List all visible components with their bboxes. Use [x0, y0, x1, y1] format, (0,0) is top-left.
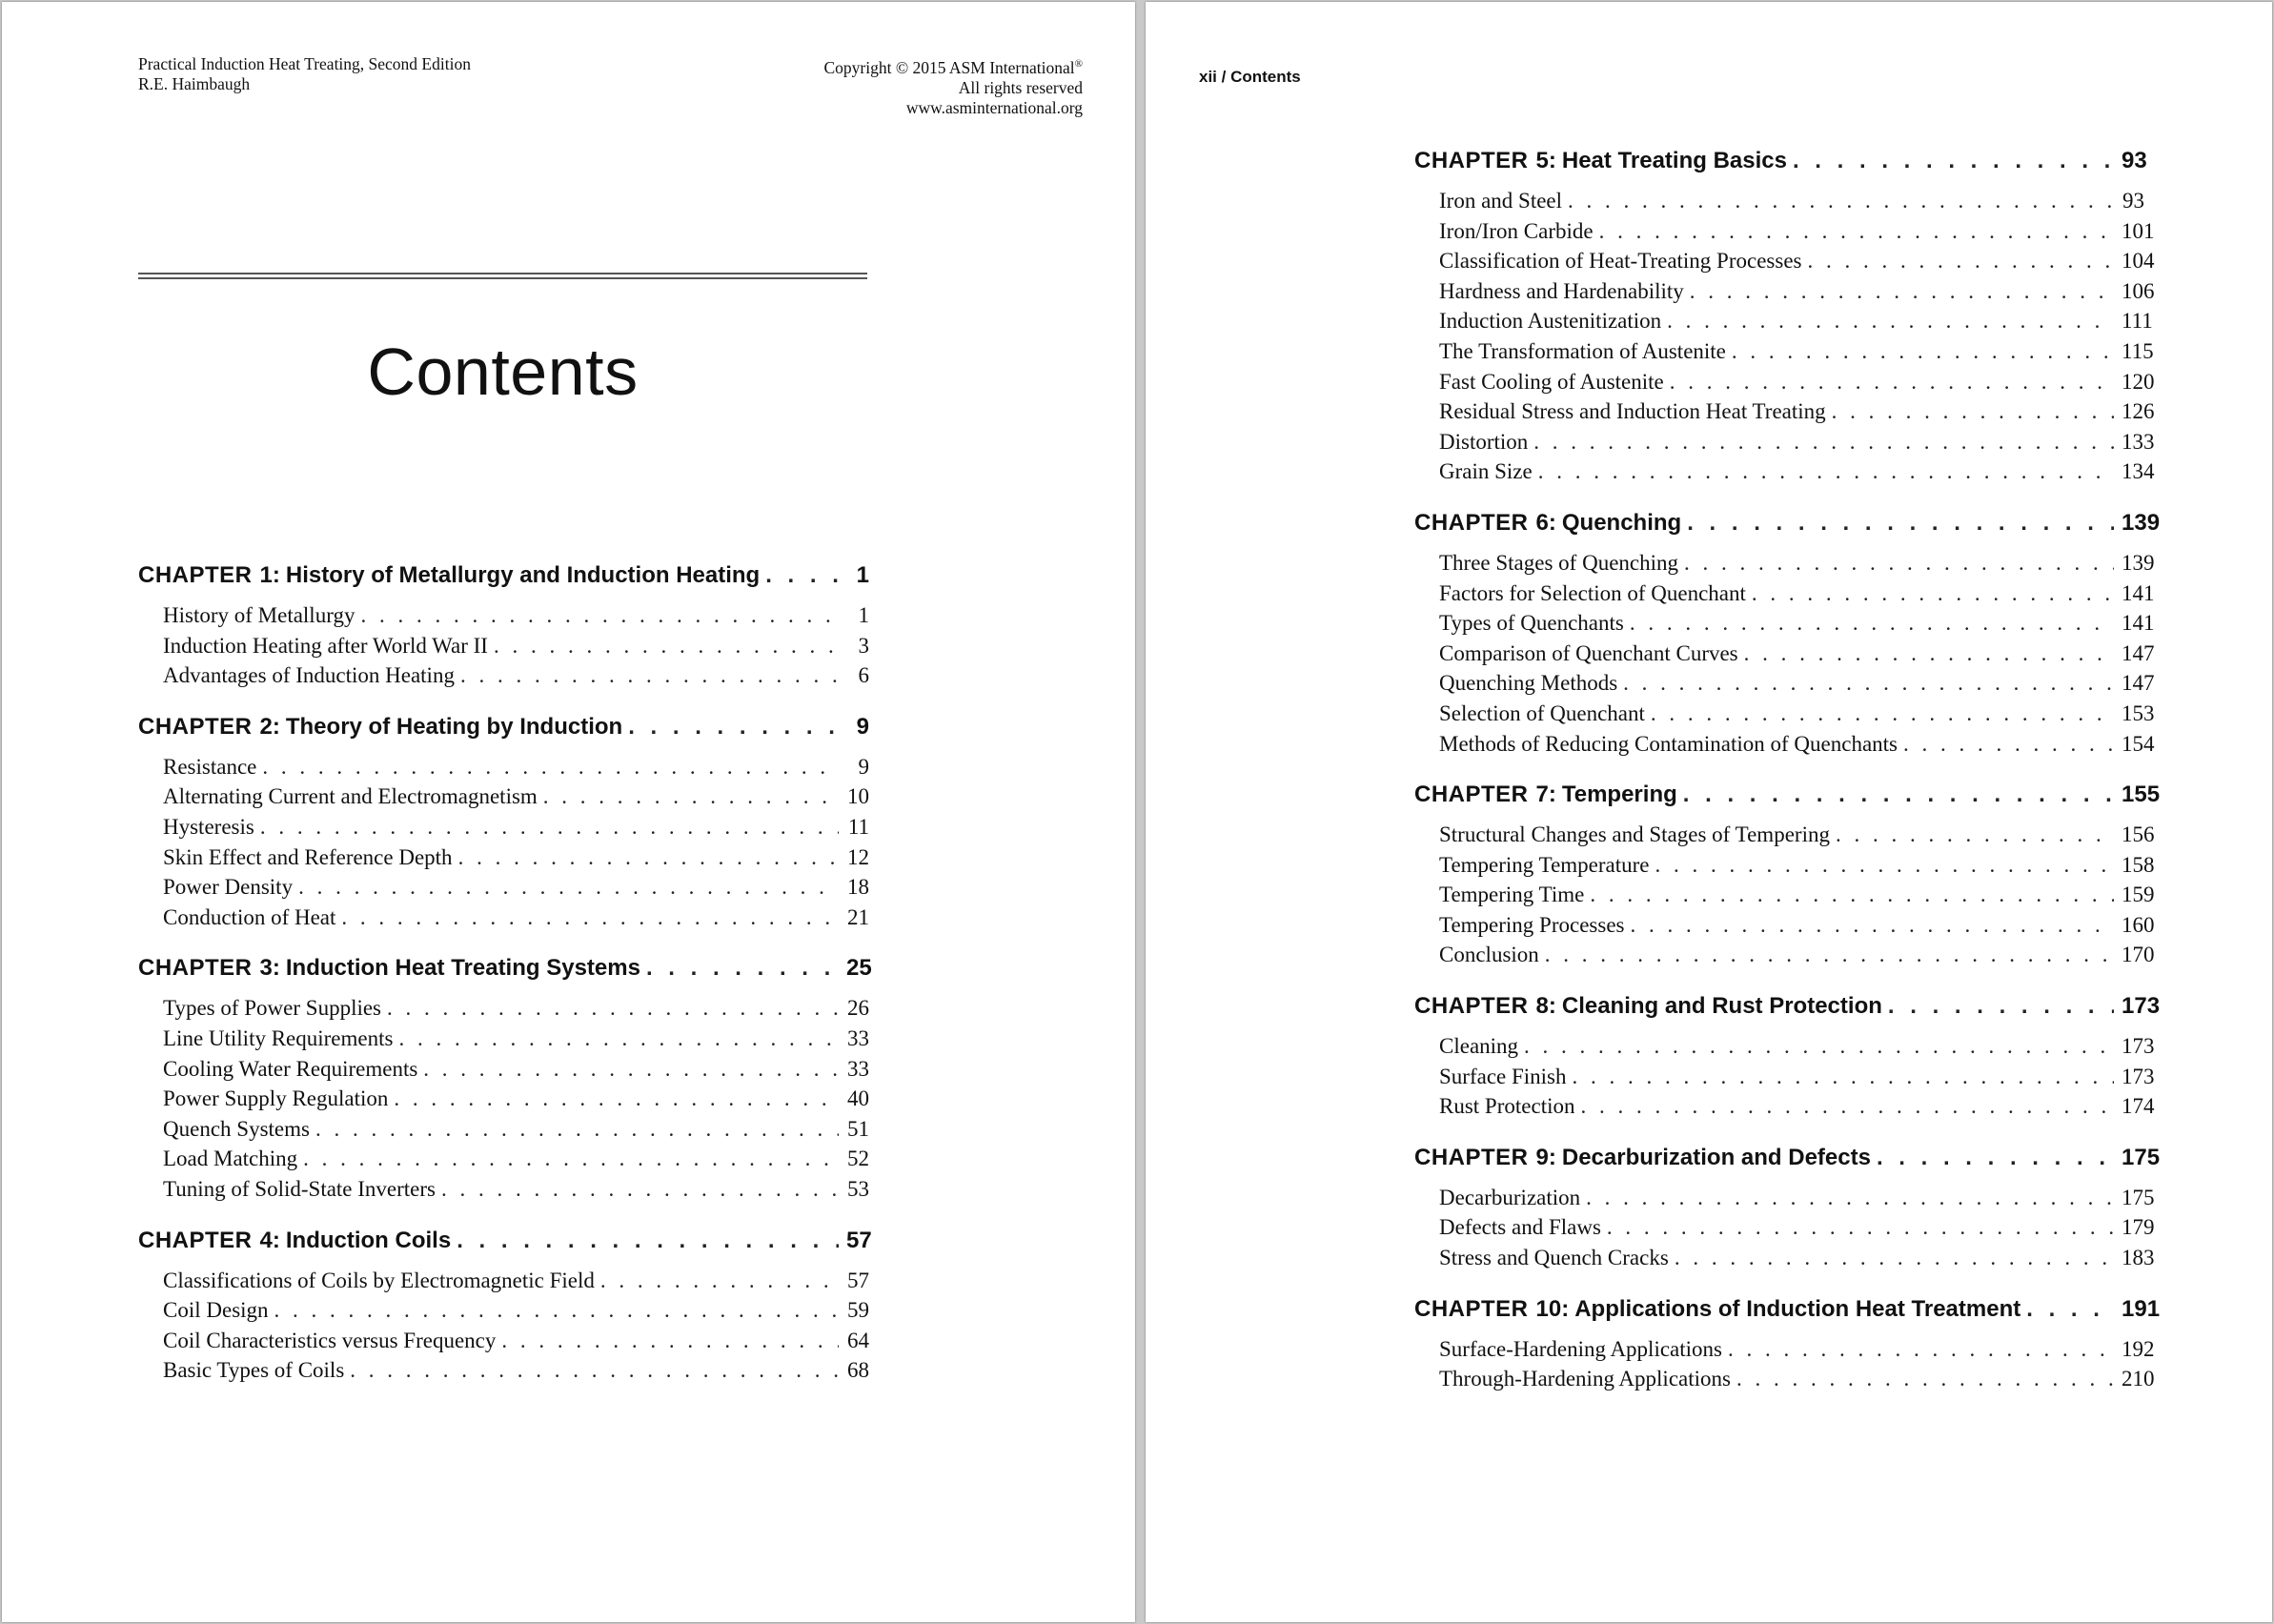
entry-title: Surface-Hardening Applications [1439, 1336, 1722, 1361]
entry-title: Iron and Steel [1439, 189, 1563, 213]
toc-entry [1414, 699, 2155, 729]
entry-title: Coil Characteristics versus Frequency [163, 1328, 497, 1352]
dot-leader [1832, 396, 2114, 427]
toc-entry [1414, 1334, 2155, 1365]
entry-title: Defects and Flaws [1439, 1215, 1601, 1240]
dot-leader [1630, 608, 2114, 639]
entry-title: Types of Quenchants [1439, 611, 1624, 636]
chapter-number: 5: [1535, 148, 1556, 173]
chapter-title: Decarburization and Defects [1561, 1144, 1871, 1170]
chapter-number: 1: [259, 562, 280, 588]
toc-entry [1414, 396, 2155, 427]
entry-title: The Transformation of Austenite [1439, 338, 1726, 363]
entry-title: Cleaning [1439, 1034, 1519, 1059]
entry-title: Conduction of Heat [163, 904, 336, 929]
entry-page-number: 179 [2122, 1215, 2155, 1240]
toc-right-column [1414, 145, 2161, 1414]
entry-page-number: 57 [847, 1268, 869, 1292]
dot-leader [423, 1054, 839, 1085]
toc-entry [1414, 246, 2155, 276]
chapter-page-number: 25 [846, 955, 872, 982]
entry-page-number: 147 [2122, 640, 2155, 665]
entry-page-number: 173 [2122, 1064, 2155, 1088]
entry-title: Quenching Methods [1439, 671, 1618, 696]
entry-page-number: 141 [2122, 580, 2155, 605]
toc-entry [138, 782, 869, 812]
entry-page-number: 12 [847, 844, 869, 869]
chapter-page-number: 57 [846, 1227, 872, 1253]
toc-entry [138, 1174, 869, 1205]
entry-page-number: 52 [847, 1147, 869, 1171]
toc-entry [1414, 457, 2155, 487]
dot-leader [1586, 1183, 2114, 1213]
toc-chapter [138, 559, 869, 691]
dot-leader [1687, 507, 2114, 539]
entry-page-number: 59 [847, 1298, 869, 1323]
entry-page-number: 183 [2122, 1246, 2155, 1270]
dot-leader [646, 952, 839, 985]
toc-entry [1414, 186, 2144, 216]
dot-leader [1651, 699, 2114, 729]
entry-title: Through-Hardening Applications [1439, 1367, 1731, 1391]
entry-title: Tempering Temperature [1439, 852, 1650, 877]
chapter-title: Theory of Heating by Induction [285, 713, 623, 740]
toc-entry [138, 1024, 869, 1054]
entry-title: Tuning of Solid-State Inverters [163, 1176, 436, 1201]
entry-title: Decarburization [1439, 1185, 1581, 1209]
entry-page-number: 115 [2122, 338, 2154, 363]
toc-entry [1414, 1364, 2155, 1394]
dot-leader [387, 993, 839, 1024]
dot-leader [1667, 306, 2114, 336]
chapter-page-number: 155 [2122, 782, 2161, 808]
entry-page-number: 101 [2122, 218, 2155, 243]
toc-entry [138, 872, 869, 903]
chapter-heading [138, 952, 872, 985]
dot-leader [600, 1266, 839, 1296]
entry-title: Coil Design [163, 1298, 269, 1323]
entry-page-number: 10 [847, 784, 869, 809]
dot-leader [457, 1225, 839, 1257]
dot-leader [1744, 639, 2114, 669]
toc-entry [138, 660, 869, 691]
chapter-title: Tempering [1561, 782, 1677, 808]
toc-entry [138, 903, 869, 933]
dot-leader [315, 1114, 839, 1145]
chapter-page-number: 93 [2122, 148, 2147, 173]
entry-title: Induction Heating after World War II [163, 633, 488, 658]
toc-chapter [1414, 1293, 2161, 1394]
entry-title: Stress and Quench Cracks [1439, 1246, 1669, 1270]
chapter-heading [1414, 779, 2161, 811]
toc-entry [1414, 1183, 2155, 1213]
toc-entry [1414, 850, 2155, 881]
toc-entry [1414, 639, 2155, 669]
chapter-title: Quenching [1561, 509, 1682, 536]
dot-leader [262, 752, 839, 782]
chapter-page-number: 191 [2122, 1295, 2161, 1322]
dot-leader [1888, 990, 2114, 1023]
chapter-page-number: 175 [2122, 1144, 2161, 1170]
entry-title: Power Supply Regulation [163, 1086, 389, 1111]
toc-entry [1414, 940, 2155, 970]
chapter-heading [138, 1225, 872, 1257]
dot-leader [1728, 1334, 2114, 1365]
chapter-number: 6: [1535, 509, 1556, 536]
dot-leader [1675, 1243, 2114, 1273]
dot-leader [341, 903, 839, 933]
entry-page-number: 192 [2122, 1336, 2155, 1361]
chapter-title: Heat Treating Basics [1561, 148, 1787, 173]
chapter-page-number: 9 [856, 713, 869, 740]
chapter-page-number: 139 [2122, 509, 2161, 536]
toc-entry [1414, 1062, 2155, 1092]
entry-page-number: 160 [2122, 912, 2155, 937]
toc-entry [1414, 1212, 2155, 1243]
entry-page-number: 173 [2122, 1034, 2155, 1059]
chapter-page-number: 173 [2122, 993, 2161, 1020]
entry-title: Grain Size [1439, 459, 1533, 484]
dot-leader [628, 711, 839, 743]
dot-leader [501, 1326, 839, 1356]
chapter-title: History of Metallurgy and Induction Heating [285, 562, 761, 588]
dot-leader [1752, 579, 2114, 609]
dot-leader [398, 1024, 839, 1054]
chapter-heading [138, 559, 869, 592]
entry-title: Classification of Heat-Treating Processes [1439, 249, 1802, 274]
entry-page-number: 141 [2122, 611, 2155, 636]
entry-page-number: 133 [2122, 429, 2155, 454]
chapter-number: 9: [1535, 1144, 1556, 1170]
toc-entry [138, 1326, 869, 1356]
chapter-label: CHAPTER [1414, 993, 1529, 1020]
entry-title: Iron/Iron Carbide [1439, 218, 1594, 243]
toc-entry [1414, 216, 2155, 247]
dot-leader [1580, 1091, 2114, 1122]
entry-page-number: 111 [2122, 309, 2153, 334]
dot-leader [543, 782, 839, 812]
dot-leader [458, 842, 839, 873]
toc-entry [1414, 668, 2155, 699]
entry-title: Three Stages of Quenching [1439, 550, 1679, 575]
chapter-label: CHAPTER [138, 562, 253, 588]
entry-page-number: 51 [847, 1116, 869, 1141]
entry-title: Fast Cooling of Austenite [1439, 369, 1664, 394]
toc-entry [1414, 427, 2155, 457]
entry-page-number: 33 [847, 1056, 869, 1081]
toc-chapter [1414, 1142, 2161, 1273]
entry-page-number: 53 [847, 1176, 869, 1201]
page-title: Contents [367, 335, 639, 409]
dot-leader [350, 1355, 839, 1386]
entry-title: Comparison of Quenchant Curves [1439, 640, 1738, 665]
entry-page-number: 1 [858, 603, 869, 627]
entry-title: Factors for Selection of Quenchant [1439, 580, 1746, 605]
entry-title: Quench Systems [163, 1116, 310, 1141]
entry-page-number: 6 [858, 663, 869, 688]
dot-leader [1690, 276, 2114, 307]
dot-leader [460, 660, 839, 691]
chapter-title: Induction Coils [285, 1227, 452, 1253]
entry-title: Conclusion [1439, 943, 1539, 967]
toc-chapter [1414, 990, 2161, 1122]
entry-page-number: 104 [2122, 249, 2155, 274]
entry-title: History of Metallurgy [163, 603, 355, 627]
toc-entry [1414, 820, 2155, 850]
entry-page-number: 170 [2122, 943, 2155, 967]
right-page [1146, 2, 2272, 1622]
dot-leader [1533, 427, 2114, 457]
chapter-title: Cleaning and Rust Protection [1561, 993, 1882, 1020]
dot-leader [1655, 850, 2114, 881]
toc-entry [138, 752, 869, 782]
entry-page-number: 3 [858, 633, 869, 658]
chapter-heading [138, 711, 869, 743]
toc-chapter [138, 952, 872, 1204]
chapter-title: Applications of Induction Heat Treatment [1574, 1295, 2021, 1322]
dot-leader [1732, 336, 2114, 367]
entry-title: Types of Power Supplies [163, 996, 382, 1021]
toc-entry [138, 1114, 869, 1145]
entry-title: Methods of Reducing Contamination of Quenchants [1439, 731, 1898, 756]
entry-page-number: 18 [847, 875, 869, 900]
dot-leader [260, 812, 839, 842]
chapter-label: CHAPTER [1414, 1144, 1529, 1170]
chapter-label: CHAPTER [1414, 1295, 1529, 1322]
dot-leader [765, 559, 839, 592]
entry-title: Power Density [163, 875, 294, 900]
dot-leader [298, 872, 839, 903]
entry-page-number: 68 [847, 1358, 869, 1383]
toc-entry [1414, 1243, 2155, 1273]
dot-leader [2026, 1293, 2114, 1326]
dot-leader [1630, 910, 2114, 941]
toc-entry [138, 812, 869, 842]
dot-leader [1684, 548, 2114, 579]
entry-page-number: 159 [2122, 883, 2155, 907]
toc-chapter [138, 711, 869, 933]
toc-entry [1414, 276, 2155, 307]
toc-entry [138, 1355, 869, 1386]
entry-title: Surface Finish [1439, 1064, 1567, 1088]
dot-leader [1736, 1364, 2114, 1394]
toc-entry [138, 993, 869, 1024]
toc-entry [1414, 548, 2155, 579]
chapter-heading [1414, 1293, 2161, 1326]
toc-entry [138, 1266, 869, 1296]
dot-leader [494, 631, 839, 661]
entry-title: Residual Stress and Induction Heat Treating [1439, 399, 1826, 424]
chapter-page-number: 1 [856, 562, 869, 588]
dot-leader [1903, 729, 2114, 760]
dot-leader [1683, 779, 2114, 811]
dot-leader [1573, 1062, 2114, 1092]
chapter-number: 3: [259, 955, 280, 982]
entry-title: Tempering Time [1439, 883, 1585, 907]
dot-leader [274, 1295, 839, 1326]
entry-title: Induction Austenitization [1439, 309, 1662, 334]
toc-chapter [1414, 145, 2155, 487]
toc-entry [138, 1295, 869, 1326]
running-head: xii / Contents [1199, 68, 1301, 86]
entry-page-number: 11 [847, 814, 869, 839]
chapter-label: CHAPTER [1414, 509, 1529, 536]
dot-leader [441, 1174, 839, 1205]
entry-page-number: 174 [2122, 1094, 2155, 1119]
entry-page-number: 175 [2122, 1185, 2155, 1209]
entry-title: Cooling Water Requirements [163, 1056, 418, 1081]
toc-entry [1414, 579, 2155, 609]
dot-leader [360, 600, 839, 631]
book-title: Practical Induction Heat Treating, Second Edition [138, 54, 471, 73]
dot-leader [1590, 880, 2114, 910]
toc-entry [138, 1144, 869, 1174]
chapter-heading [1414, 145, 2147, 177]
entry-page-number: 154 [2122, 731, 2155, 756]
toc-entry [138, 631, 869, 661]
chapter-label: CHAPTER [1414, 782, 1529, 808]
entry-title: Basic Types of Coils [163, 1358, 345, 1383]
dot-leader [303, 1144, 839, 1174]
book-info [138, 54, 471, 94]
entry-page-number: 158 [2122, 852, 2155, 877]
chapter-label: CHAPTER [138, 713, 253, 740]
chapter-number: 7: [1535, 782, 1556, 808]
entry-title: Hysteresis [163, 814, 254, 839]
entry-page-number: 139 [2122, 550, 2155, 575]
chapter-label: CHAPTER [138, 955, 253, 982]
dot-leader [1670, 367, 2114, 397]
chapter-heading [1414, 507, 2161, 539]
dot-leader [394, 1084, 839, 1114]
dot-leader [1538, 457, 2114, 487]
entry-title: Structural Changes and Stages of Tempering [1439, 822, 1830, 847]
entry-page-number: 147 [2122, 671, 2155, 696]
entry-page-number: 64 [847, 1328, 869, 1352]
dot-leader [1568, 186, 2114, 216]
toc-entry [1414, 336, 2154, 367]
chapter-heading [1414, 1142, 2161, 1174]
dot-leader [1836, 820, 2114, 850]
toc-entry [1414, 729, 2155, 760]
dot-leader [1808, 246, 2115, 276]
entry-page-number: 21 [847, 904, 869, 929]
toc-entry [1414, 1031, 2155, 1062]
dot-leader [1877, 1142, 2114, 1174]
entry-page-number: 126 [2122, 399, 2155, 424]
entry-title: Line Utility Requirements [163, 1025, 394, 1050]
entry-page-number: 120 [2122, 369, 2155, 394]
toc-chapter [1414, 779, 2161, 970]
entry-page-number: 26 [847, 996, 869, 1021]
entry-page-number: 9 [858, 754, 869, 779]
entry-title: Alternating Current and Electromagnetism [163, 784, 538, 809]
entry-title: Tempering Processes [1439, 912, 1625, 937]
entry-title: Classifications of Coils by Electromagnetic Field [163, 1268, 595, 1292]
chapter-number: 10: [1535, 1295, 1570, 1322]
toc-entry [1414, 608, 2155, 639]
dot-leader [1607, 1212, 2114, 1243]
entry-page-number: 40 [847, 1086, 869, 1111]
registered-mark: ® [1074, 58, 1083, 70]
chapter-label: CHAPTER [1414, 148, 1529, 173]
toc-entry [1414, 880, 2155, 910]
entry-page-number: 156 [2122, 822, 2155, 847]
chapter-heading [1414, 990, 2161, 1023]
dot-leader [1793, 145, 2114, 177]
chapter-number: 4: [259, 1227, 280, 1253]
entry-title: Distortion [1439, 429, 1529, 454]
entry-title: Selection of Quenchant [1439, 700, 1645, 725]
entry-title: Advantages of Induction Heating [163, 663, 455, 688]
chapter-number: 8: [1535, 993, 1556, 1020]
website-text: www.asminternational.org [905, 97, 1083, 117]
toc-entry [138, 600, 869, 631]
rights-text: All rights reserved [958, 77, 1083, 97]
toc-entry [1414, 910, 2155, 941]
toc-entry [138, 842, 869, 873]
dot-leader [1623, 668, 2114, 699]
copyright-text: Copyright © 2015 ASM International [823, 57, 1075, 77]
toc-entry [1414, 367, 2155, 397]
entry-page-number: 106 [2122, 278, 2155, 303]
toc-left-column [138, 559, 872, 1406]
dot-leader [1599, 216, 2114, 247]
entry-title: Hardness and Hardenability [1439, 278, 1684, 303]
dot-leader [1545, 940, 2114, 970]
chapter-label: CHAPTER [138, 1227, 253, 1253]
entry-title: Load Matching [163, 1147, 298, 1171]
book-author: R.E. Haimbaugh [138, 74, 251, 93]
entry-title: Resistance [163, 754, 257, 779]
toc-entry [138, 1054, 869, 1085]
entry-page-number: 210 [2122, 1367, 2155, 1391]
dot-leader [1524, 1031, 2114, 1062]
toc-chapter [1414, 507, 2161, 759]
entry-title: Skin Effect and Reference Depth [163, 844, 453, 869]
chapter-number: 2: [259, 713, 280, 740]
toc-entry [1414, 306, 2153, 336]
toc-entry [1414, 1091, 2155, 1122]
toc-entry [138, 1084, 869, 1114]
left-page [2, 2, 1135, 1622]
entry-title: Rust Protection [1439, 1094, 1575, 1119]
entry-page-number: 134 [2122, 459, 2155, 484]
chapter-title: Induction Heat Treating Systems [285, 955, 640, 982]
entry-page-number: 153 [2122, 700, 2155, 725]
toc-chapter [138, 1225, 872, 1386]
copyright-block [669, 54, 1083, 118]
title-double-rule [138, 273, 867, 279]
entry-page-number: 33 [847, 1025, 869, 1050]
entry-page-number: 93 [2122, 189, 2144, 213]
